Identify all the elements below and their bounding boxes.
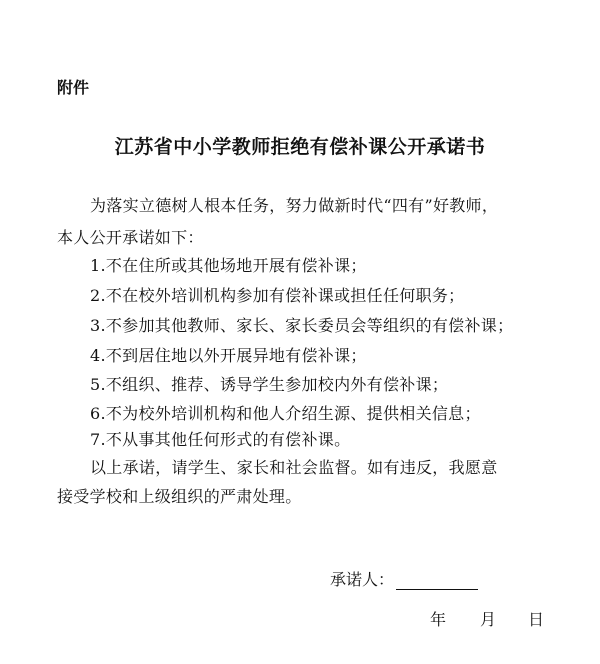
pledge-item-4: 4.不到居住地以外开展异地有偿补课； (90, 346, 367, 365)
date-year-label: 年 (430, 610, 447, 629)
date-day-label: 日 (528, 610, 545, 629)
signer-label: 承诺人： (330, 570, 395, 589)
intro-paragraph-line-1: 为落实立德树人根本任务，努力做新时代“四有”好教师， (90, 196, 499, 215)
signature-blank (396, 573, 478, 590)
pledge-item-5: 5.不组织、推荐、诱导学生参加校内外有偿补课； (90, 375, 449, 394)
pledge-item-6: 6.不为校外培训机构和他人介绍生源、提供相关信息； (90, 404, 481, 423)
signature-row (330, 570, 478, 590)
document-title: 江苏省中小学教师拒绝有偿补课公开承诺书 (114, 136, 486, 158)
pledge-item-2: 2.不在校外培训机构参加有偿补课或担任任何职务； (90, 286, 465, 305)
date-month-label: 月 (480, 610, 497, 629)
attachment-label: 附件 (57, 78, 90, 97)
date-row (430, 610, 558, 630)
pledge-item-3: 3.不参加其他教师、家长、家长委员会等组织的有偿补课； (90, 316, 514, 335)
closing-paragraph-line-1: 以上承诺，请学生、家长和社会监督。如有违反，我愿意 (90, 458, 498, 477)
closing-paragraph-line-2: 接受学校和上级组织的严肃处理。 (57, 487, 302, 506)
pledge-item-7: 7.不从事其他任何形式的有偿补课。 (90, 430, 351, 449)
intro-paragraph-line-2: 本人公开承诺如下： (57, 228, 204, 247)
pledge-item-1: 1.不在住所或其他场地开展有偿补课； (90, 256, 367, 275)
